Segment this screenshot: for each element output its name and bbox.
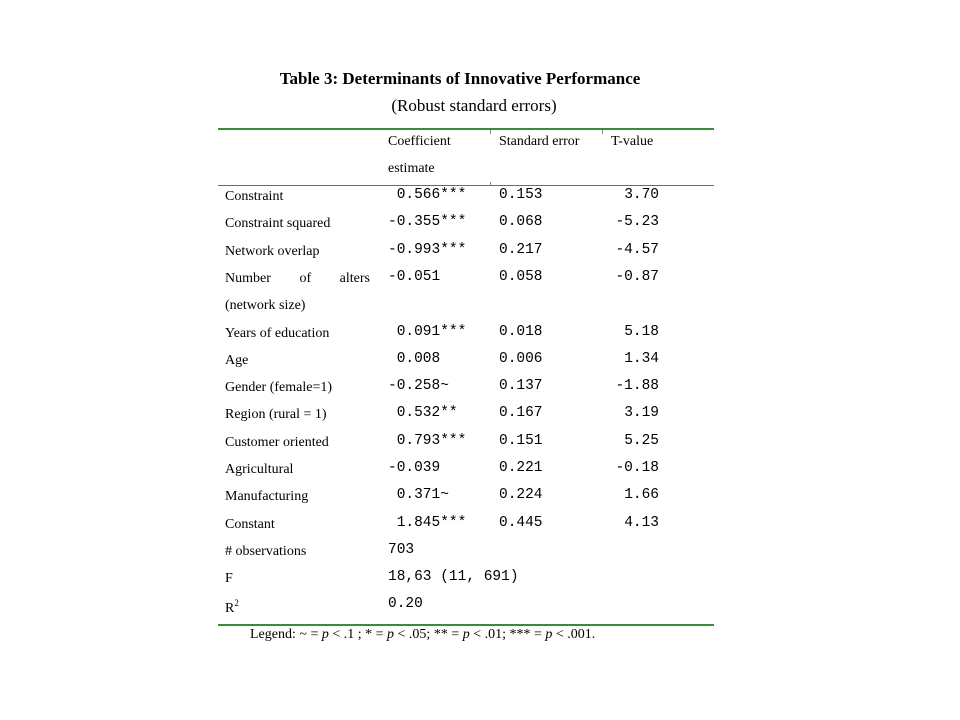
coefficient-cell: -0.039 [388,460,441,476]
legend-part1: < .1 ; * = [328,627,388,642]
standard-error-cell: 0.151 [499,432,543,449]
row-label: Agricultural [225,462,294,477]
t-value-cell: 5.25 [624,432,659,449]
coefficient-cell: -0.051 [388,268,441,285]
coefficient-cell: 1.845*** [388,514,467,531]
coefficient-cell: 0.793*** [388,432,467,449]
coefficient-cell: 0.532** [388,405,458,422]
legend-p: p [545,627,553,642]
column-divider-tick [490,130,491,134]
standard-error-cell: 0.217 [499,241,543,258]
table-row [0,268,960,298]
legend [250,627,595,643]
row-label: Constraint squared [225,216,331,232]
table-row [0,380,960,407]
row-label: Region (rural = 1) [225,407,327,423]
table-row [0,216,960,243]
observations-value: 703 [388,542,415,558]
table-row [0,514,960,544]
row-label: Number of alters [225,270,370,286]
t-value-cell: -0.87 [615,268,659,285]
t-value-cell: 4.13 [624,514,659,531]
header-t-value: T-value [611,134,654,149]
coefficient-cell: 0.008 [388,350,441,367]
row-label: Constant [225,516,275,532]
r2-label: R [225,601,235,616]
row-label-continuation: (network size) [225,298,306,314]
row-label: # observations [225,544,307,559]
row-label: Customer oriented [225,434,329,450]
table-row-continuation [0,298,960,325]
standard-error-cell: 0.058 [499,268,543,285]
header-estimate: estimate [388,161,435,176]
t-value-cell: 5.18 [624,323,659,340]
stats-row-f [0,571,960,598]
table-row [0,189,960,216]
t-value-cell: 3.70 [624,187,659,203]
legend-p: p [387,627,395,642]
header-standard-error: Standard error [499,134,580,149]
header-rule [218,185,714,186]
r2-superscript: 2 [234,598,239,608]
row-label: Constraint [225,189,284,204]
legend-p: p [321,627,329,642]
row-label: Age [225,352,249,368]
table-row [0,432,960,462]
coefficient-cell: 0.566*** [388,187,467,203]
coefficient-cell: 0.091*** [388,323,467,340]
standard-error-cell: 0.153 [499,187,543,203]
row-label: Years of education [225,325,330,341]
table-subtitle: (Robust standard errors) [391,96,557,115]
table-row [0,489,960,516]
table-row [0,407,960,434]
row-label: Manufacturing [225,489,309,505]
standard-error-cell: 0.006 [499,350,543,367]
r2-value: 0.20 [388,596,423,612]
t-value-cell: -1.88 [615,378,659,395]
coefficient-cell: -0.258~ [388,378,449,395]
standard-error-cell: 0.221 [499,460,543,476]
coefficient-cell: 0.371~ [388,487,449,504]
legend-part4: < .001. [552,627,596,642]
bottom-rule [218,624,714,626]
stats-row-observations [0,544,960,571]
row-label [225,598,239,617]
legend-part3: < .01; *** = [469,627,546,642]
header-coefficient: Coefficient [388,134,451,149]
column-divider-tick [602,130,603,134]
table-row [0,323,960,353]
coefficient-cell: -0.993*** [388,241,467,258]
standard-error-cell: 0.167 [499,405,543,422]
row-label: Gender (female=1) [225,380,333,396]
table-row [0,462,960,489]
top-rule [218,128,714,130]
t-value-cell: 3.19 [624,405,659,422]
table-row [0,241,960,271]
standard-error-cell: 0.137 [499,378,543,395]
column-divider-tick [490,182,491,186]
legend-part2: < .05; ** = [394,627,463,642]
t-value-cell: -4.57 [615,241,659,258]
table-title: Table 3: Determinants of Innovative Performance [279,69,641,88]
t-value-cell: 1.66 [624,487,659,504]
standard-error-cell: 0.224 [499,487,543,504]
f-value: 18,63 (11, 691) [388,569,519,585]
standard-error-cell: 0.068 [499,214,543,231]
stats-row-r2 [0,598,960,625]
t-value-cell: 1.34 [624,350,659,367]
table-row [0,350,960,380]
standard-error-cell: 0.018 [499,323,543,340]
standard-error-cell: 0.445 [499,514,543,531]
row-label: Network overlap [225,243,320,259]
row-label: F [225,571,233,586]
t-value-cell: -0.18 [615,460,659,476]
t-value-cell: -5.23 [615,214,659,231]
legend-prefix: Legend: ~ = [250,627,322,642]
legend-p: p [462,627,470,642]
coefficient-cell: -0.355*** [388,214,467,231]
